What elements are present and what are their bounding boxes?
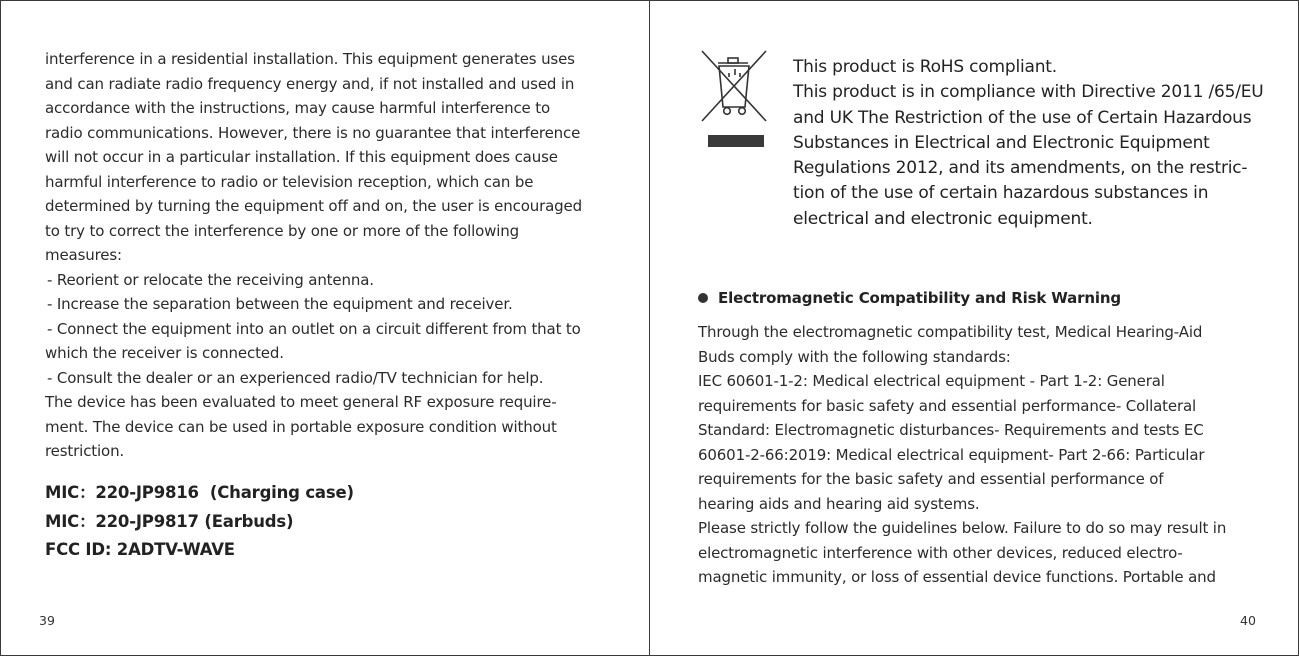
regulatory-ids xyxy=(45,479,354,565)
rohs-line: and UK The Restriction of the use of Certain Hazardous xyxy=(793,107,1252,128)
paragraph-line: determined by turning the equipment off and on, the user is encouraged xyxy=(45,197,582,215)
paragraph-line: Through the electromagnetic compatibility test, Medical Hearing-Aid xyxy=(698,323,1203,341)
section-heading-text: Electromagnetic Compatibility and Risk Warning xyxy=(718,289,1121,307)
paragraph-line: measures: xyxy=(45,246,122,264)
paragraph-line: Buds comply with the following standards: xyxy=(698,347,1011,366)
paragraph-line: radio communications. However, there is no guarantee that interference xyxy=(45,123,581,142)
rohs-line: This product is RoHS compliant. xyxy=(793,57,1057,77)
crossed-out-wheelie-bin-icon xyxy=(700,47,768,151)
measure-item: - Connect the equipment into an outlet on a circuit different from that to xyxy=(47,319,581,338)
paragraph-line: 60601-2-66:2019: Medical electrical equipment- Part 2-66: Particular xyxy=(698,445,1205,464)
paragraph-line: hearing aids and hearing aid systems. xyxy=(698,494,980,513)
paragraph-line: electromagnetic interference with other devices, reduced electro- xyxy=(698,543,1183,562)
mic-id-charging-case: MIC：220-JP9816 (Charging case) xyxy=(45,483,354,502)
paragraph-line: ment. The device can be used in portable exposure condition without xyxy=(45,417,557,436)
rohs-line: Substances in Electrical and Electronic Equipment xyxy=(793,132,1210,153)
page-number: 40 xyxy=(1240,613,1256,628)
emc-section-heading xyxy=(698,289,1121,307)
paragraph-line: The device has been evaluated to meet general RF exposure require- xyxy=(45,393,557,411)
fcc-id: FCC ID: 2ADTV-WAVE xyxy=(45,540,235,559)
paragraph-line: IEC 60601-1-2: Medical electrical equipment - Part 1-2: General xyxy=(698,372,1165,390)
measure-item: - Increase the separation between the equipment and receiver. xyxy=(47,295,513,313)
rohs-statement xyxy=(793,55,1273,232)
rohs-line: Regulations 2012, and its amendments, on the restric- xyxy=(793,158,1248,179)
rohs-line: electrical and electronic equipment. xyxy=(793,208,1093,229)
emc-paragraph xyxy=(698,320,1258,590)
paragraph-line: restriction. xyxy=(45,442,125,460)
paragraph-line: which the receiver is connected. xyxy=(45,344,284,362)
measure-item: - Reorient or relocate the receiving antenna. xyxy=(47,270,374,289)
paragraph-line: Please strictly follow the guidelines below. Failure to do so may result in xyxy=(698,519,1227,537)
paragraph-line: Standard: Electromagnetic disturbances- Requirements and tests EC xyxy=(698,421,1204,439)
paragraph-line: and can radiate radio frequency energy and, if not installed and used in xyxy=(45,74,575,93)
rohs-line: tion of the use of certain hazardous substances in xyxy=(793,183,1209,204)
mic-id-earbuds: MIC：220-JP9817 (Earbuds) xyxy=(45,511,294,531)
page-number: 39 xyxy=(39,613,55,628)
paragraph-line: magnetic immunity, or loss of essential device functions. Portable and xyxy=(698,568,1216,586)
paragraph-line: accordance with the instructions, may cause harmful interference to xyxy=(45,99,551,117)
paragraph-line: interference in a residential installation. This equipment generates uses xyxy=(45,50,575,68)
measure-item: - Consult the dealer or an experienced radio/TV technician for help. xyxy=(47,368,544,387)
bullet-icon xyxy=(698,293,708,303)
fcc-interference-paragraph xyxy=(45,47,605,464)
paragraph-line: requirements for basic safety and essential performance- Collateral xyxy=(698,396,1197,415)
page-40 xyxy=(649,0,1299,656)
paragraph-line: harmful interference to radio or television reception, which can be xyxy=(45,172,534,191)
paragraph-line: requirements for the basic safety and essential performance of xyxy=(698,470,1164,488)
rohs-line: This product is in compliance with Directive 2011 /65/EU xyxy=(793,82,1264,103)
paragraph-line: will not occur in a particular installation. If this equipment does cause xyxy=(45,148,558,166)
paragraph-line: to try to correct the interference by one or more of the following xyxy=(45,221,520,240)
